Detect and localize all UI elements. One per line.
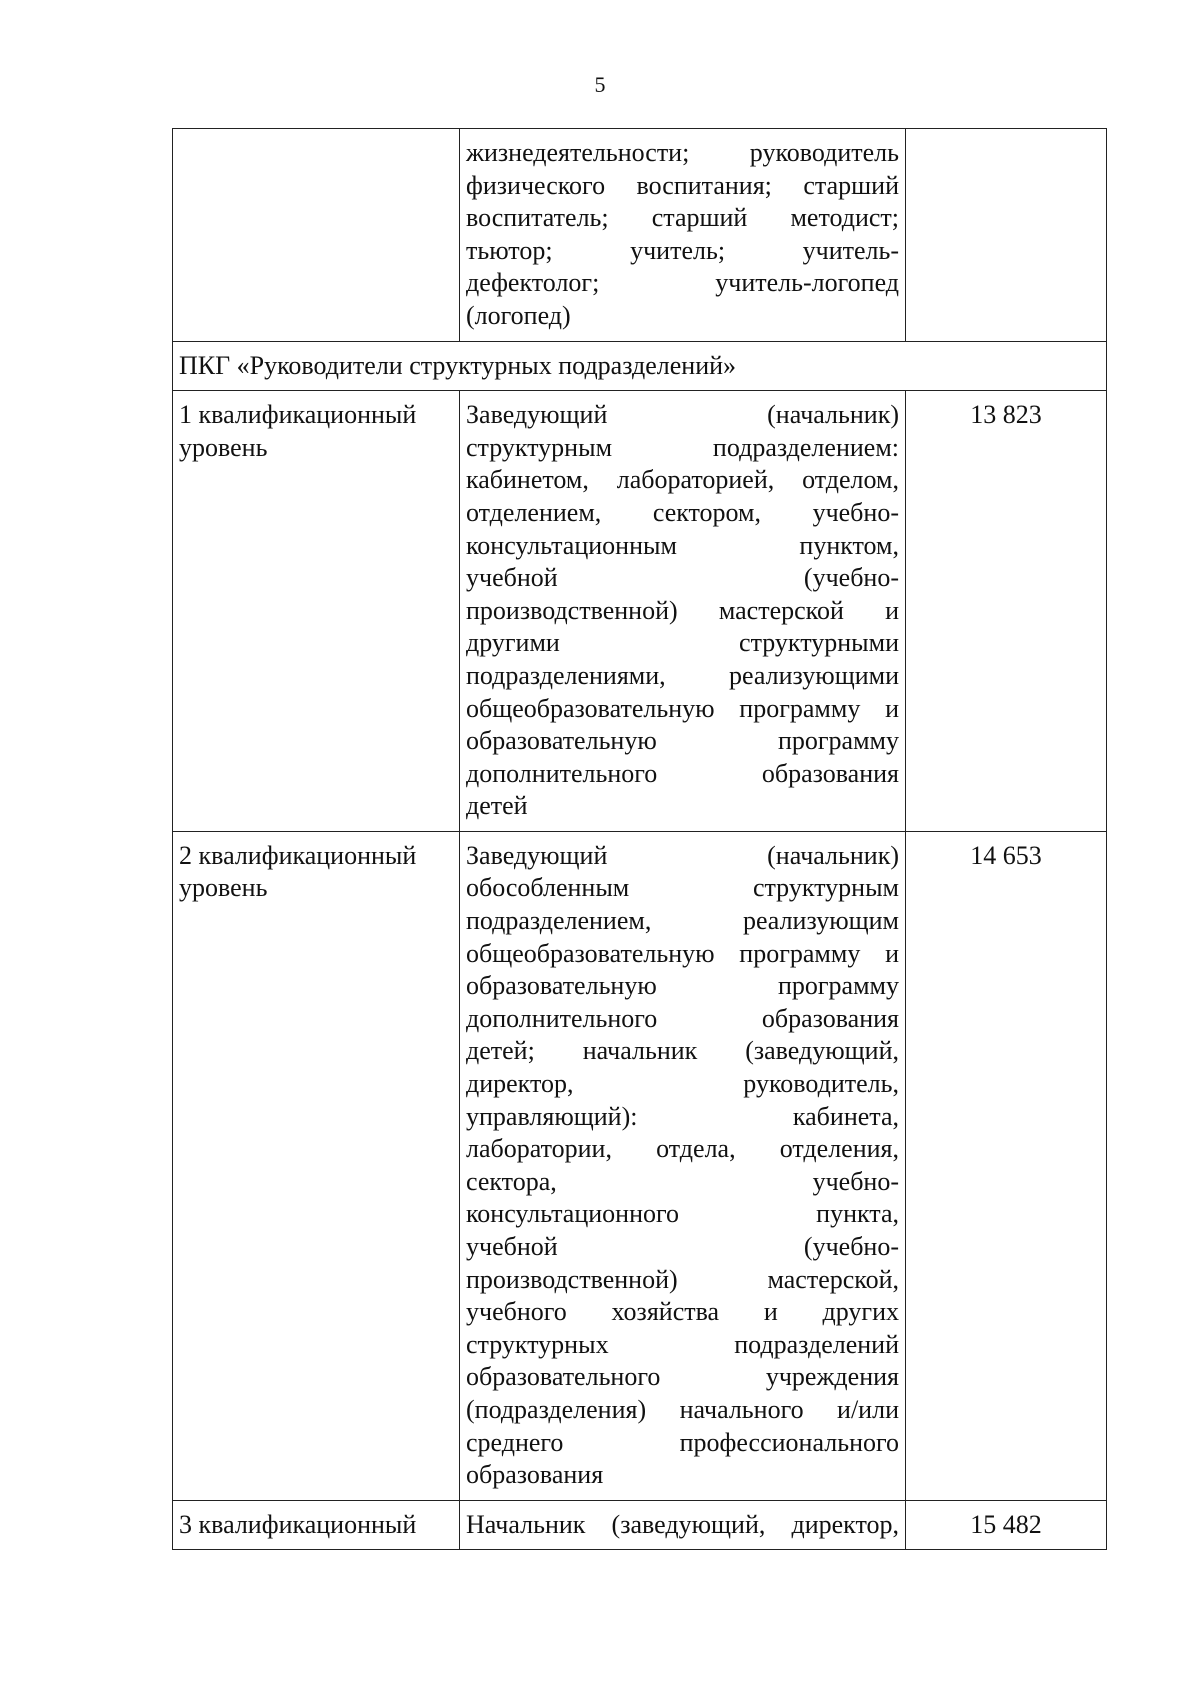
description-line: другими структурными (466, 628, 899, 658)
description-line: структурным подразделением: (466, 432, 899, 462)
description-line: образовательного учреждения (466, 1362, 899, 1392)
page-number: 5 (594, 72, 606, 97)
description-line: общеобразовательную программу и (466, 693, 899, 723)
description-cell (460, 129, 906, 342)
description-line: детей (466, 791, 528, 821)
description-line: Заведующий (начальник) (466, 400, 899, 430)
description-line: консультационным пунктом, (466, 530, 899, 560)
description-line: сектора, учебно- (466, 1166, 899, 1196)
table-row (173, 831, 1107, 1500)
description-cell (460, 831, 906, 1500)
description-line: учебного хозяйства и других (466, 1297, 899, 1327)
description-line: дефектолог; учитель-логопед (466, 268, 899, 298)
group-title: ПКГ «Руководители структурных подразделений» (173, 341, 1107, 391)
description-line: директор, руководитель, (466, 1069, 899, 1099)
description-line: лаборатории, отдела, отделения, (466, 1134, 899, 1164)
description-line: жизнедеятельности; руководитель (466, 138, 899, 167)
description-line: дополнительного образования (466, 1003, 899, 1033)
description-cell (460, 1500, 906, 1550)
table-row (173, 341, 1107, 391)
description-cell (460, 391, 906, 832)
salary-cell (906, 129, 1107, 342)
description-line: (подразделения) начального и/или (466, 1394, 899, 1424)
description-line: учебной (учебно- (466, 1232, 899, 1261)
description-line: детей; начальник (заведующий, (466, 1036, 899, 1066)
description-line: общеобразовательную программу и (466, 938, 899, 968)
salary-cell: 15 482 (906, 1500, 1107, 1550)
description-line: Начальник (заведующий, директор, (466, 1509, 899, 1539)
description-line: кабинетом, лабораторией, отделом, (466, 465, 899, 495)
description-line: подразделениями, реализующими (466, 660, 899, 690)
description-line: образовательную программу (466, 971, 899, 1001)
description-line: подразделением, реализующим (466, 906, 899, 936)
table-row (173, 129, 1107, 342)
level-cell: 2 квалификационный уровень (173, 831, 460, 1500)
description-line: производственной) мастерской, (466, 1264, 899, 1294)
description-line: (логопед) (466, 300, 571, 330)
salary-table (172, 128, 1107, 1550)
description-line: Заведующий (начальник) (466, 840, 899, 870)
description-line: производственной) мастерской и (466, 595, 899, 625)
level-cell: 3 квалификационный (173, 1500, 460, 1550)
description-line: образования (466, 1460, 604, 1490)
description-line: образовательную программу (466, 726, 899, 756)
description-line: воспитатель; старший методист; (466, 203, 899, 233)
description-line: физического воспитания; старший (466, 170, 899, 200)
level-cell: 1 квалификационный уровень (173, 391, 460, 832)
description-line: управляющий): кабинета, (466, 1101, 899, 1131)
salary-cell: 14 653 (906, 831, 1107, 1500)
description-line: структурных подразделений (466, 1329, 899, 1359)
description-line: учебной (учебно- (466, 563, 899, 593)
description-line: отделением, сектором, учебно- (466, 497, 899, 527)
table-row (173, 1500, 1107, 1550)
table-row (173, 391, 1107, 832)
description-line: дополнительного образования (466, 758, 899, 788)
description-line: среднего профессионального (466, 1427, 899, 1457)
salary-cell: 13 823 (906, 391, 1107, 832)
description-line: консультационного пункта, (466, 1199, 899, 1229)
description-line: обособленным структурным (466, 873, 899, 903)
description-line: тьютор; учитель; учитель- (466, 235, 899, 265)
level-cell (173, 129, 460, 342)
